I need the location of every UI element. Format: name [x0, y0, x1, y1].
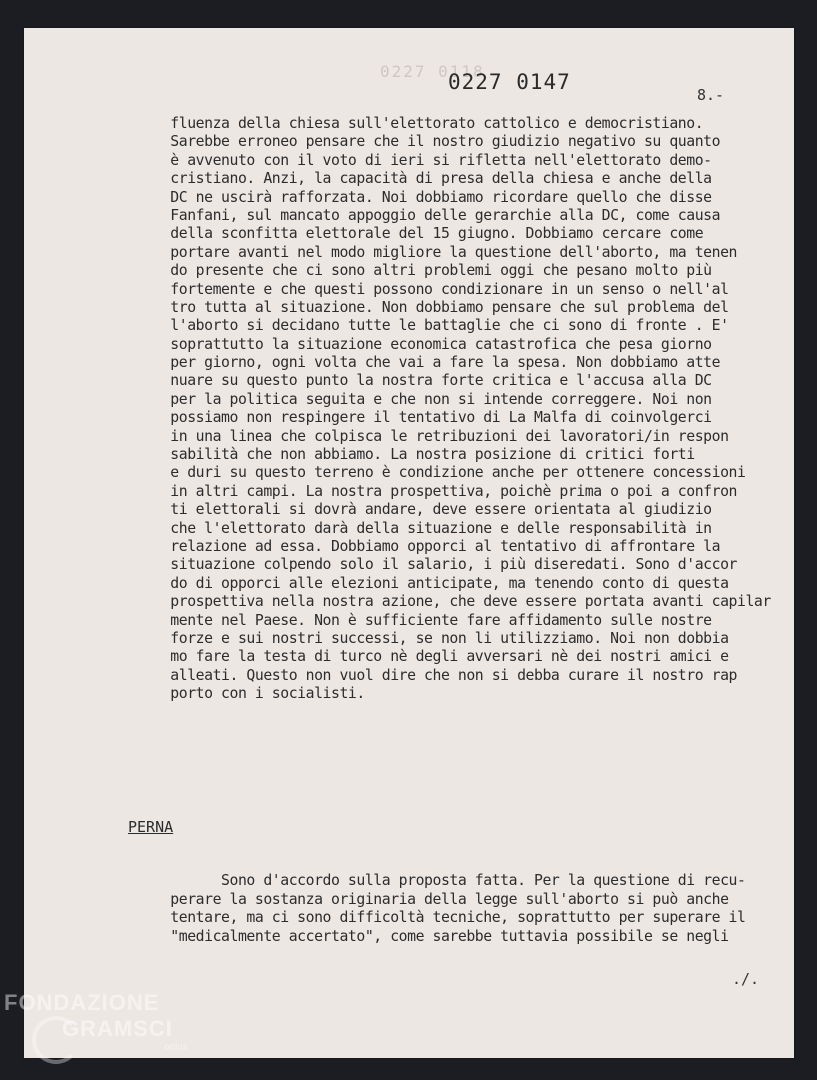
watermark-line-2: GRAMSCI — [62, 1016, 173, 1041]
text-line: cristiano. Anzi, la capacità di presa della chiesa e anche della — [128, 170, 712, 188]
text-line: ti elettorali si dovrà andare, deve essere orientata al giudizio — [128, 501, 712, 519]
text-line: fluenza della chiesa sull'elettorato cattolico e democristiano. — [128, 115, 704, 132]
text-line: Fanfani, sul mancato appoggio delle gerarchie alla DC, come causa — [128, 206, 721, 224]
text-line: mente nel Paese. Non è sufficiente fare affidamento sulle nostre — [128, 611, 712, 629]
text-line: Sono d'accordo sulla proposta fatta. Per la questione di recu- — [128, 872, 746, 889]
page-number: 8.- — [697, 86, 725, 104]
continuation-mark: ./. — [732, 970, 760, 988]
text-line: do di opporci alle elezioni anticipate, ma tenendo conto di questa — [128, 574, 729, 592]
text-line: della sconfitta elettorale del 15 giugno. Dobbiamo cercare come — [128, 225, 704, 243]
bleed-through-reference: 0227 0118 — [380, 62, 485, 81]
text-line: nuare su questo punto la nostra forte critica e l'accusa alla DC — [128, 372, 712, 390]
text-line: forze e sui nostri successi, se non li utilizziamo. Noi non dobbia — [128, 629, 729, 647]
text-line: Sarebbe erroneo pensare che il nostro giudizio negativo su quanto — [128, 133, 721, 151]
text-line: tro tutta al situazione. Non dobbiamo pensare che sul problema del — [128, 298, 729, 316]
text-line: situazione colpendo solo il salario, i più diseredati. Sono d'accor — [128, 556, 738, 574]
text-line: porto con i socialisti. — [128, 685, 365, 703]
text-line: tentare, ma ci sono difficoltà tecniche, soprattutto per superare il — [128, 909, 746, 927]
text-line: sabilità che non abbiamo. La nostra posizione di critici forti — [128, 446, 695, 464]
text-line: e duri su questo terreno è condizione anche per ottenere concessioni — [128, 464, 746, 482]
text-line: prospettiva nella nostra azione, che deve essere portata avanti capilar — [128, 593, 771, 611]
text-line: DC ne uscirà rafforzata. Noi dobbiamo ricordare quello che disse — [128, 188, 712, 206]
text-line: do presente che ci sono altri problemi oggi che pesano molto più — [128, 262, 712, 280]
text-line: l'aborto si decidano tutte le battaglie che ci sono di fronte . E' — [128, 317, 729, 335]
text-line: è avvenuto con il voto di ieri si rifletta nell'elettorato demo- — [128, 151, 712, 169]
text-line: in altri campi. La nostra prospettiva, poichè prima o poi a confron — [128, 482, 738, 500]
text-line: per giorno, ogni volta che vai a fare la spesa. Non dobbiamo atte — [128, 354, 721, 372]
text-line: possiamo non respingere il tentativo di La Malfa di coinvolgerci — [128, 409, 712, 427]
text-line: perare la sostanza originaria della legge sull'aborto si può anche — [128, 890, 729, 908]
text-line: relazione ad essa. Dobbiamo opporci al tentativo di affrontare la — [128, 537, 721, 555]
text-line: mo fare la testa di turco nè degli avversari nè dei nostri amici e — [128, 648, 729, 666]
watermark-line-1: FONDAZIONE — [4, 990, 160, 1015]
main-text-block — [128, 115, 778, 704]
text-line: fortemente e che questi possono condizionare in un senso o nell'al — [128, 280, 729, 298]
watermark-logo — [4, 990, 188, 1053]
archive-reference-number: 0227 0147 — [448, 70, 571, 94]
speaker-text-block — [128, 872, 778, 946]
speaker-heading: PERNA — [128, 818, 174, 836]
text-line: che l'elettorato darà della situazione e delle responsabilità in — [128, 519, 712, 537]
text-line: per la politica seguita e che non si intende correggere. Noi non — [128, 390, 712, 408]
watermark-line-3: onlus — [164, 1042, 188, 1053]
text-line: portare avanti nel modo migliore la questione dell'aborto, ma tenen — [128, 243, 738, 261]
text-line: alleati. Questo non vuol dire che non si debba curare il nostro rap — [128, 666, 738, 684]
text-line: in una linea che colpisca le retribuzioni dei lavoratori/in respon — [128, 427, 729, 445]
text-line: "medicalmente accertato", come sarebbe tuttavia possibile se negli — [128, 927, 729, 945]
text-line: soprattutto la situazione economica catastrofica che pesa giorno — [128, 335, 712, 353]
